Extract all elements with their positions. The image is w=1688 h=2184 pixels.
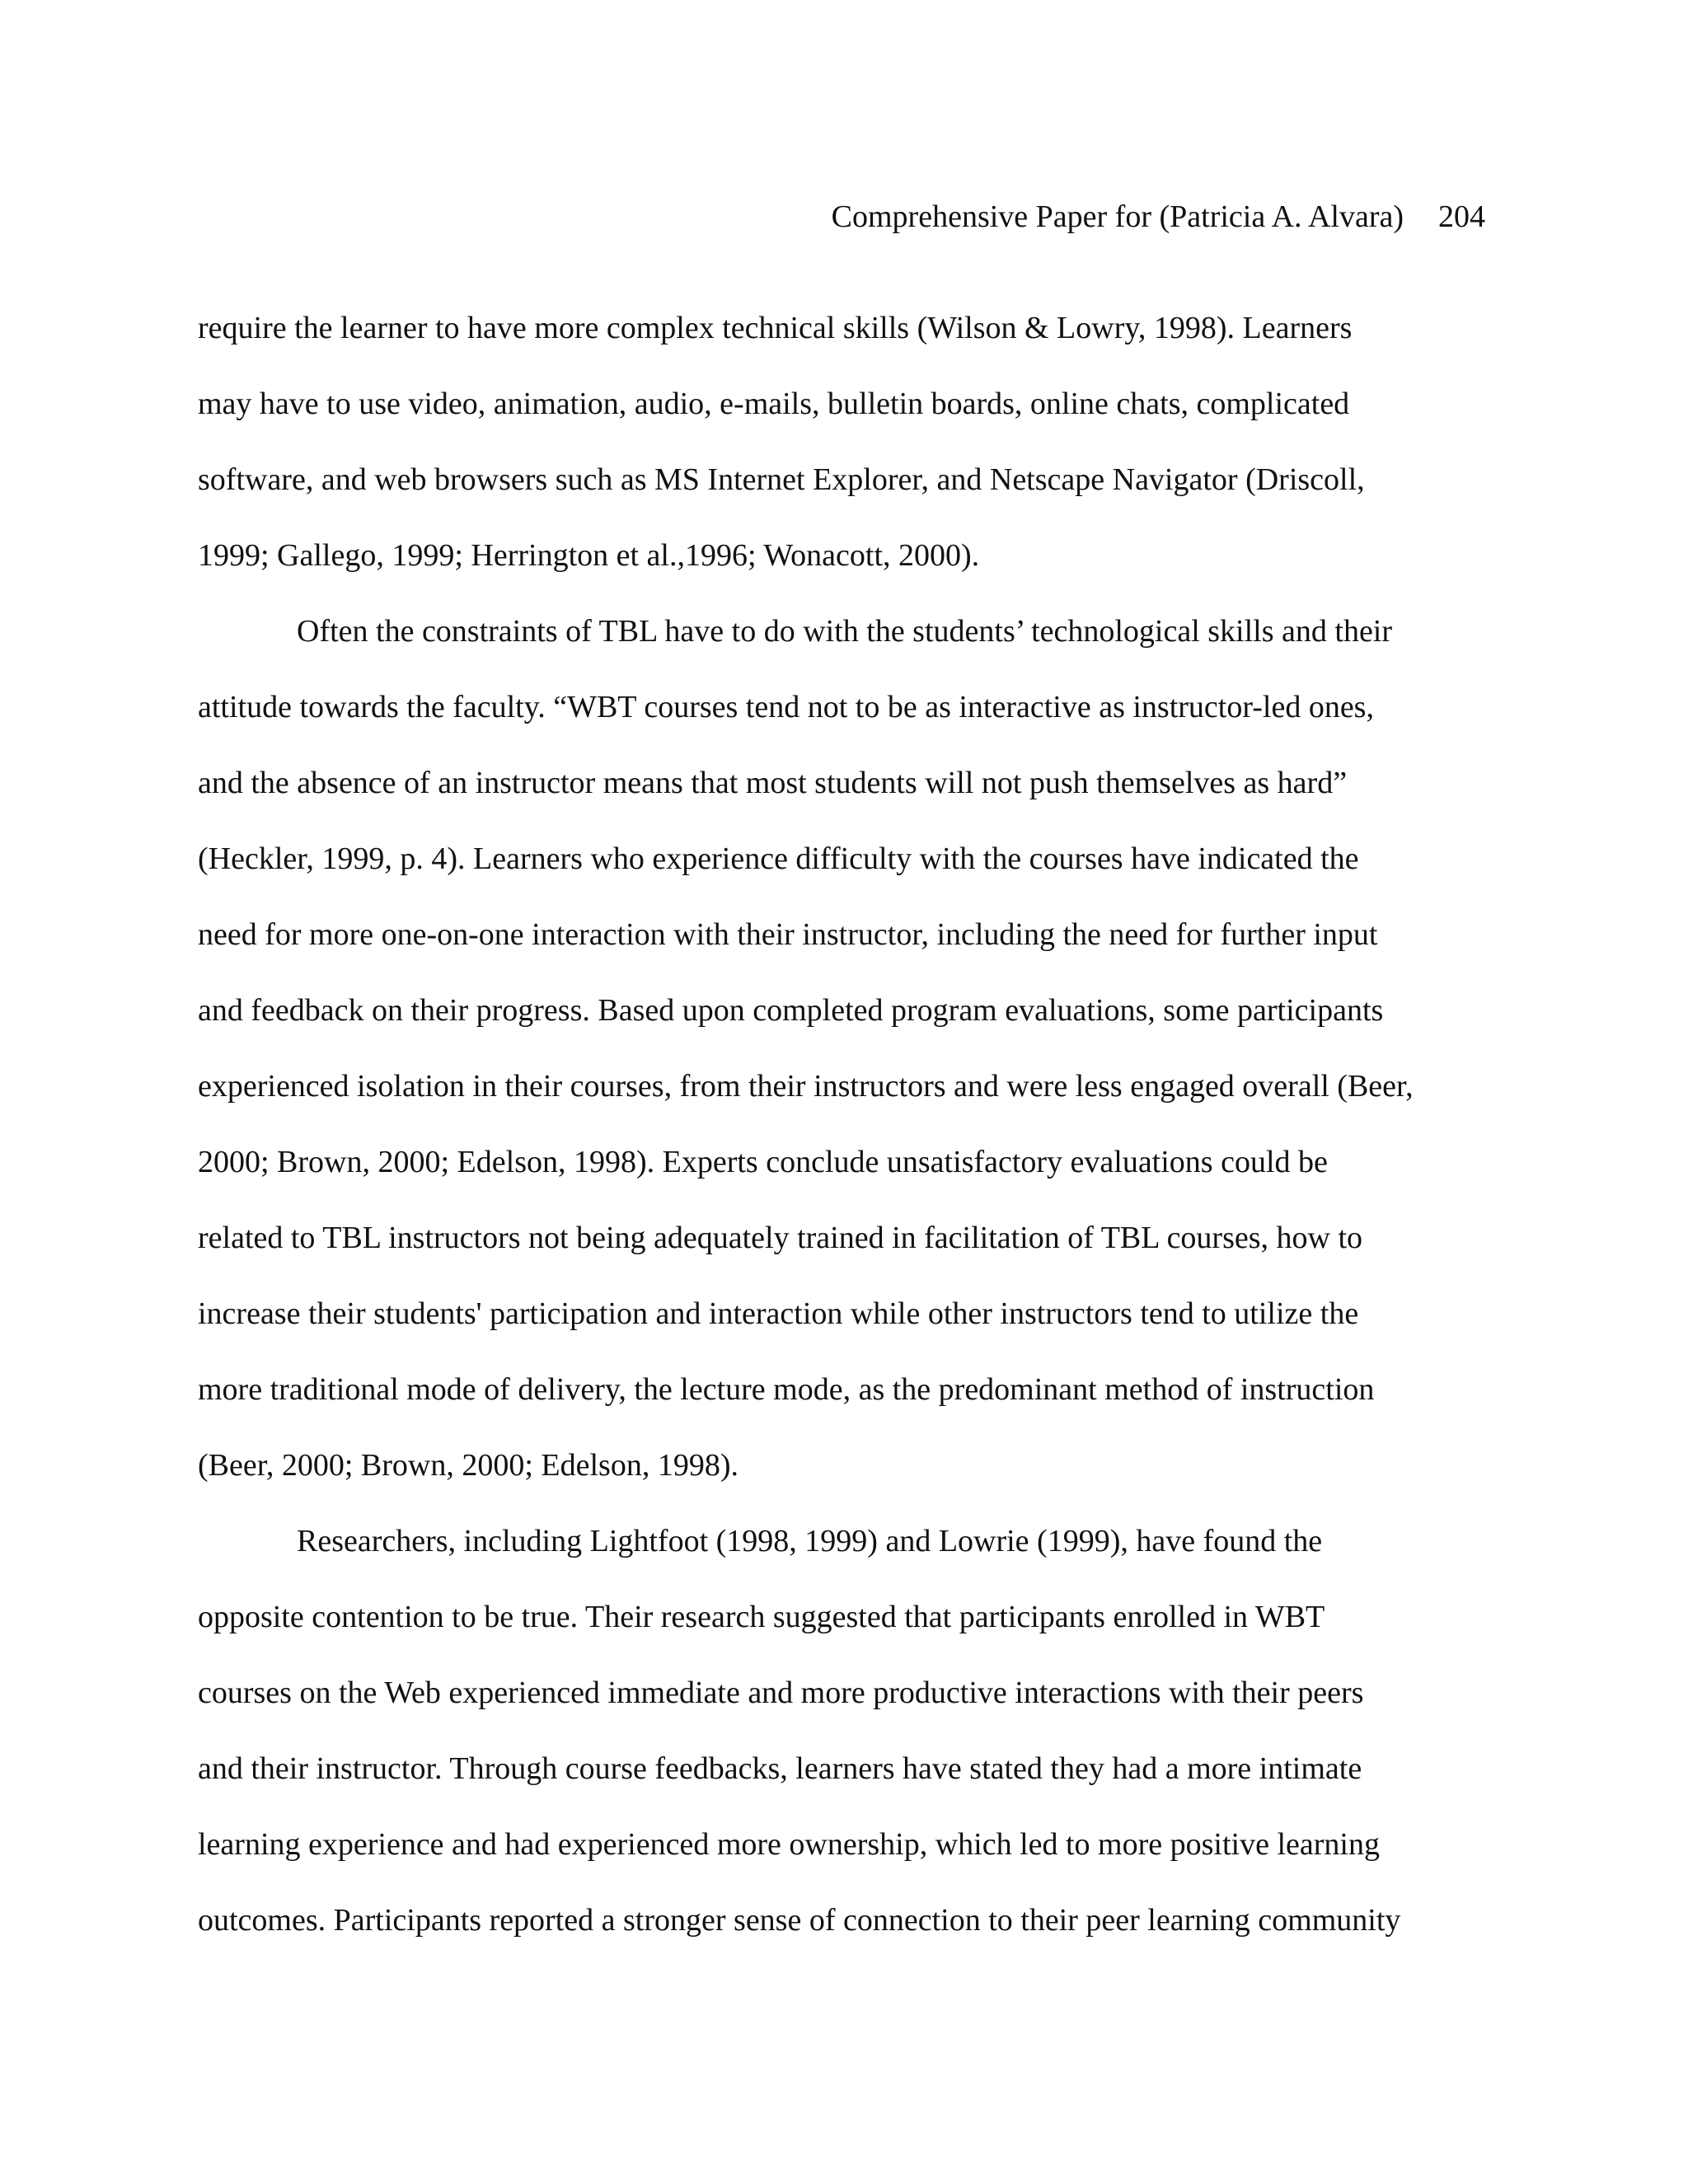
text-line: courses on the Web experienced immediate and more productive interactions with their peers [198, 1675, 1364, 1710]
paragraph-first-line: Often the constraints of TBL have to do with the students’ technological skills and their [297, 614, 1393, 649]
text-line: attitude towards the faculty. “WBT courses tend not to be as interactive as instructor-led ones, [198, 690, 1374, 724]
text-line: 1999; Gallego, 1999; Herrington et al.,1996; Wonacott, 2000). [198, 538, 980, 573]
running-head [0, 196, 1485, 237]
text-line: require the learner to have more complex technical skills (Wilson & Lowry, 1998). Learners [198, 311, 1353, 345]
text-line: software, and web browsers such as MS Internet Explorer, and Netscape Navigator (Driscoll, [198, 462, 1365, 497]
text-line: (Beer, 2000; Brown, 2000; Edelson, 1998). [198, 1448, 739, 1483]
text-line: and their instructor. Through course feedbacks, learners have stated they had a more intimate [198, 1751, 1362, 1786]
text-line: increase their students' participation and interaction while other instructors tend to utilize the [198, 1296, 1359, 1331]
text-line: and the absence of an instructor means that most students will not push themselves as hard” [198, 766, 1348, 800]
body-text [198, 290, 1500, 1958]
text-line: and feedback on their progress. Based upon completed program evaluations, some participants [198, 993, 1384, 1028]
text-line: more traditional mode of delivery, the lecture mode, as the predominant method of instruction [198, 1372, 1375, 1407]
text-line: outcomes. Participants reported a stronger sense of connection to their peer learning community [198, 1903, 1401, 1938]
paragraph-first-line: Researchers, including Lightfoot (1998, 1999) and Lowrie (1999), have found the [297, 1524, 1323, 1558]
text-line: related to TBL instructors not being adequately trained in facilitation of TBL courses, how to [198, 1221, 1363, 1255]
page-number: 204 [1438, 199, 1485, 234]
running-head-title: Comprehensive Paper for (Patricia A. Alvara) [831, 199, 1404, 234]
text-line: learning experience and had experienced more ownership, which led to more positive learning [198, 1827, 1380, 1862]
text-line: experienced isolation in their courses, from their instructors and were less engaged overall (Beer, [198, 1069, 1414, 1104]
text-line: need for more one-on-one interaction with their instructor, including the need for further input [198, 917, 1378, 952]
text-line: (Heckler, 1999, p. 4). Learners who experience difficulty with the courses have indicated the [198, 841, 1359, 876]
text-line: may have to use video, animation, audio, e-mails, bulletin boards, online chats, complicated [198, 387, 1350, 421]
text-line: opposite contention to be true. Their research suggested that participants enrolled in WBT [198, 1600, 1325, 1634]
text-line: 2000; Brown, 2000; Edelson, 1998). Experts conclude unsatisfactory evaluations could be [198, 1145, 1328, 1179]
